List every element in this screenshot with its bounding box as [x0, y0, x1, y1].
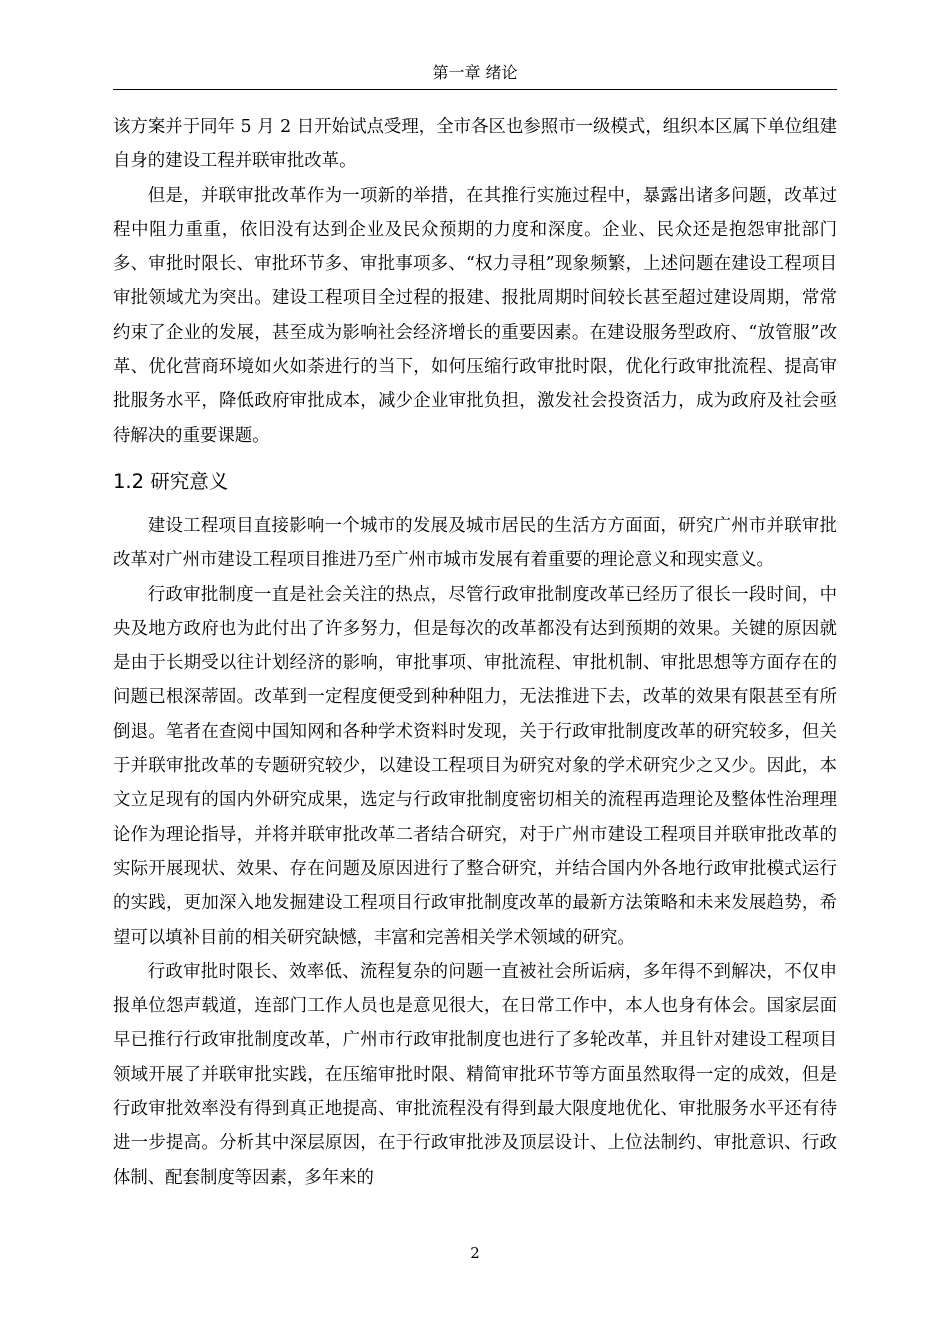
paragraph-practical-value: 行政审批时限长、效率低、流程复杂的问题一直被社会所诟病，多年得不到解决，不仅申报单位怨声载道，连部门工作人员也是意见很大，在日常工作中，本人也身有体会。国家层面早已推行行政审批制度改革，广州市行政审批制度也进行了多轮改革，并且针对建设工程项目领域开展了并联审批实践，在压缩审批时限、精简审批环节等方面虽然取得一定的成效，但是行政审批效率没有得到真正地提高、审批流程没有得到最大限度地优化、审批服务水平还有待进一步提高。分析其中深层原因，在于行政审批涉及顶层设计、上位法制约、审批意识、行政体制、配套制度等因素，多年来的	[113, 961, 837, 1188]
paragraph-research-gap: 行政审批制度一直是社会关注的热点，尽管行政审批制度改革已经历了很长一段时间，中央及地方政府也为此付出了许多努力，但是每次的改革都没有达到预期的效果。关键的原因就是由于长期受以往计划经济的影响，审批事项、审批流程、审批机制、审批思想等方面存在的问题已根深蒂固。改革到一定程度便受到种种阻力，无法推进下去，改革的效果有限甚至有所倒退。笔者在查阅中国知网和各种学术资料时发现，关于行政审批制度改革的研究较多，但关于并联审批改革的专题研究较少，以建设工程项目为研究对象的学术研究少之又少。因此，本文立足现有的国内外研究成果，选定与行政审批制度密切相关的流程再造理论及整体性治理理论作为理论指导，并将并联审批改革二者结合研究，对于广州市建设工程项目并联审批改革的实际开展现状、效果、存在问题及原因进行了整合研究，并结合国内外各地行政审批模式运行的实践，更加深入地发掘建设工程项目行政审批制度改革的最新方法策略和未来发展趋势，希望可以填补目前的相关研究缺憾，丰富和完善相关学术领域的研究。	[113, 584, 837, 948]
paragraph-continuation: 该方案并于同年 5 月 2 日开始试点受理，全市各区也参照市一级模式，组织本区属下单位组建自身的建设工程并联审批改革。	[113, 117, 837, 172]
page-number: 2	[470, 1244, 480, 1262]
header-divider	[113, 89, 837, 90]
page-header: 第一章 绪论	[432, 63, 518, 82]
paragraph-significance: 建设工程项目直接影响一个城市的发展及城市居民的生活方方面面，研究广州市并联审批改革对广州市建设工程项目推进乃至广州市城市发展有着重要的理论意义和现实意义。	[113, 515, 837, 571]
section-heading: 1.2 研究意义	[113, 469, 229, 493]
paragraph-problems: 但是，并联审批改革作为一项新的举措，在其推行实施过程中，暴露出诸多问题，改革过程中阻力重重，依旧没有达到企业及民众预期的力度和深度。企业、民众还是抱怨审批部门多、审批时限长、审批环节多、审批事项多、“权力寻租”现象频繁，上述问题在建设工程项目审批领域尤为突出。建设工程项目全过程的报建、报批周期时间较长甚至超过建设周期，常常约束了企业的发展，甚至成为影响社会经济增长的重要因素。在建设服务型政府、“放管服”改革、优化营商环境如火如荼进行的当下，如何压缩行政审批时限，优化行政审批流程、提高审批服务水平，降低政府审批成本，减少企业审批负担，激发社会投资活力，成为政府及社会亟待解决的重要课题。	[113, 185, 837, 446]
document-body	[113, 110, 837, 1195]
